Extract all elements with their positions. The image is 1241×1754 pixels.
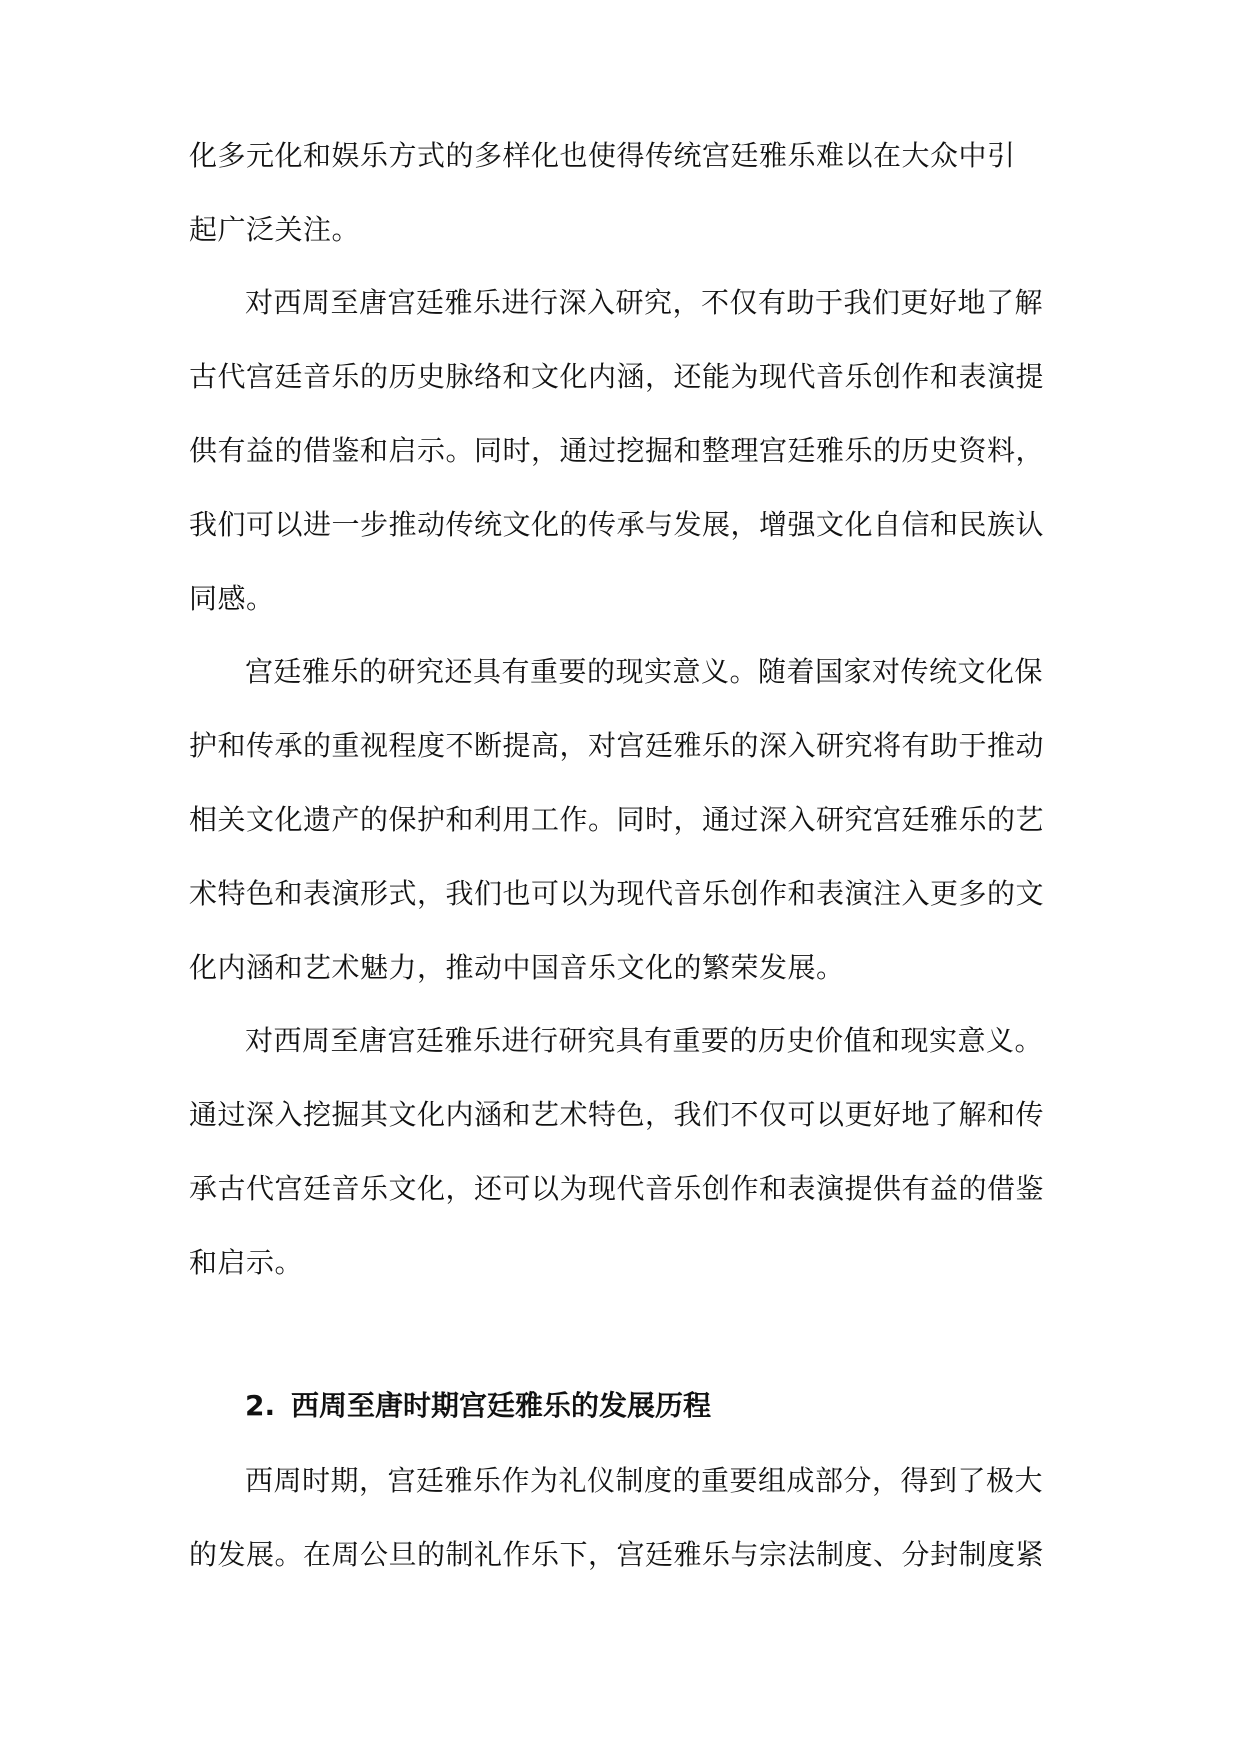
section-paragraph-line-2: 的发展。在周公旦的制礼作乐下，宫廷雅乐与宗法制度、分封制度紧 [189,1538,1045,1571]
paragraph-2-line-2: 古代宫廷音乐的历史脉络和文化内涵，还能为现代音乐创作和表演提 [189,360,1045,393]
paragraph-2-line-4: 我们可以进一步推动传统文化的传承与发展，增强文化自信和民族认 [189,508,1045,541]
paragraph-2-line-1: 对西周至唐宫廷雅乐进行深入研究，不仅有助于我们更好地了解 [245,286,1044,319]
paragraph-3-line-4: 术特色和表演形式，我们也可以为现代音乐创作和表演注入更多的文 [189,877,1045,910]
paragraph-4-line-3: 承古代宫廷音乐文化，还可以为现代音乐创作和表演提供有益的借鉴 [189,1172,1045,1205]
paragraph-4-line-2: 通过深入挖掘其文化内涵和艺术特色，我们不仅可以更好地了解和传 [189,1098,1045,1131]
paragraph-1-line-1: 化多元化和娱乐方式的多样化也使得传统宫廷雅乐难以在大众中引 [189,139,1016,172]
section-heading [245,1386,1069,1426]
paragraph-3-line-1: 宫廷雅乐的研究还具有重要的现实意义。随着国家对传统文化保 [245,655,1044,688]
paragraph-1-line-2: 起广泛关注。 [189,213,361,246]
section-paragraph-line-1: 西周时期，宫廷雅乐作为礼仪制度的重要组成部分，得到了极大 [245,1464,1044,1497]
paragraph-4-line-4: 和启示。 [189,1246,304,1279]
paragraph-4-line-1: 对西周至唐宫廷雅乐进行研究具有重要的历史价值和现实意义。 [245,1024,1044,1057]
paragraph-3-line-3: 相关文化遗产的保护和利用工作。同时，通过深入研究宫廷雅乐的艺 [189,803,1045,836]
paragraph-3-line-5: 化内涵和艺术魅力，推动中国音乐文化的繁荣发展。 [189,951,845,984]
paragraph-2-line-3: 供有益的借鉴和启示。同时，通过挖掘和整理宫廷雅乐的历史资料， [189,434,1045,467]
paragraph-3-line-2: 护和传承的重视程度不断提高，对宫廷雅乐的深入研究将有助于推动 [189,729,1045,762]
section-title: 西周至唐时期宫廷雅乐的发展历程 [291,1389,712,1422]
section-number: 2. [245,1389,276,1422]
paragraph-2-line-5: 同感。 [189,582,275,615]
